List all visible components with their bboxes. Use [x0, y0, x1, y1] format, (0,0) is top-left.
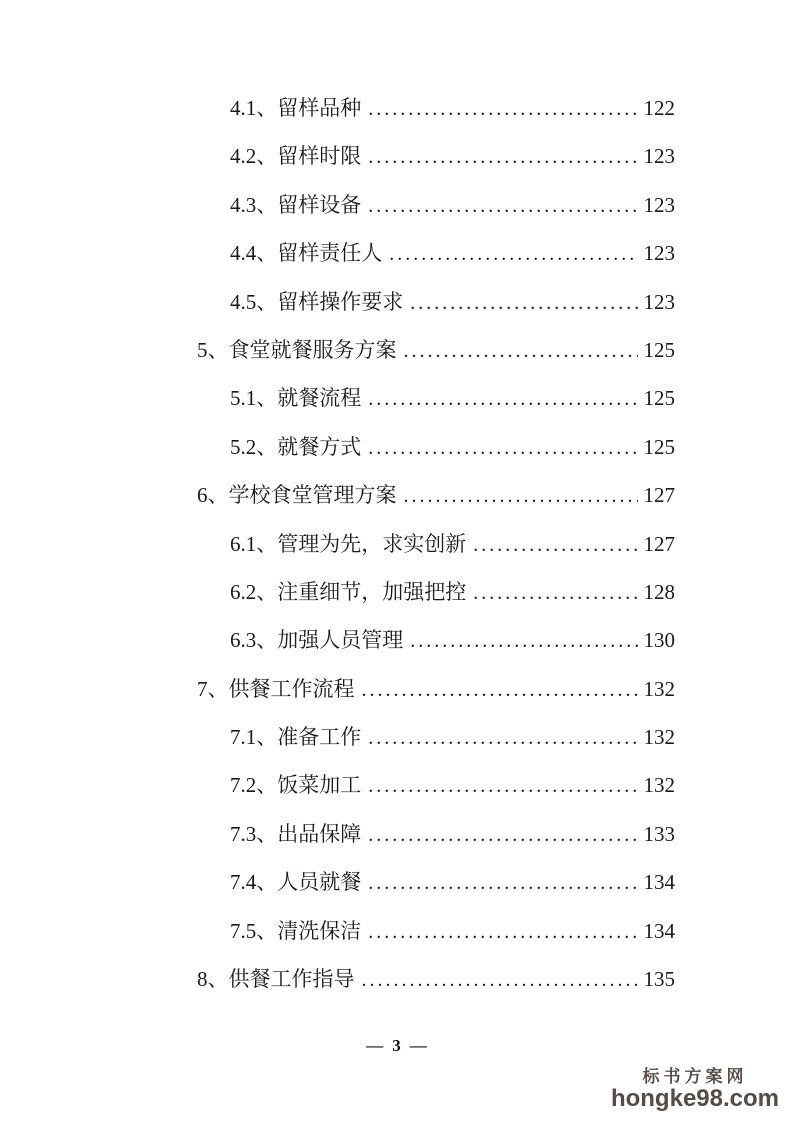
watermark-site-name: 标书方案网: [642, 1066, 748, 1086]
toc-entry-page: 134: [643, 870, 675, 895]
toc-entry-label: 4.1、留样品种: [230, 96, 362, 120]
dot-leader: [473, 533, 638, 556]
toc-entry: [197, 291, 675, 313]
toc-entry-label: 6.2、注重细节，加强把控: [230, 579, 467, 604]
toc-entry-label: 7.3、出品保障: [230, 821, 362, 846]
toc-entry-label: 4.4、留样责任人: [230, 241, 383, 266]
toc-entry: [197, 920, 675, 942]
toc-entry-label: 4.5、留样操作要求: [230, 289, 404, 314]
dot-leader: [410, 629, 638, 652]
toc-entry: [197, 145, 675, 167]
toc-entry-label: 5.1、就餐流程: [230, 386, 362, 411]
dot-leader: [362, 678, 639, 701]
table-of-contents: [197, 97, 675, 1016]
toc-entry-page: 127: [643, 483, 675, 508]
toc-entry-label: 4.2、留样时限: [230, 144, 362, 169]
dot-leader: [368, 436, 638, 459]
toc-entry-page: 135: [643, 967, 675, 992]
toc-entry-label: 4.3、留样设备: [230, 192, 362, 217]
toc-entry-page: 132: [643, 676, 675, 701]
toc-entry-page: 132: [643, 773, 675, 798]
toc-entry: [197, 678, 675, 700]
toc-entry-page: 127: [643, 531, 675, 556]
toc-entry-page: 125: [643, 386, 675, 411]
toc-entry: [197, 436, 675, 458]
toc-entry: [197, 97, 675, 119]
dot-leader: [410, 291, 638, 314]
dot-leader: [368, 97, 638, 120]
footer-dash-right: —: [409, 1036, 427, 1055]
toc-entry-page: 133: [643, 821, 675, 846]
dot-leader: [368, 871, 638, 894]
toc-entry-label: 7.5、清洗保洁: [230, 918, 362, 943]
toc-entry: [197, 242, 675, 264]
footer-dash-left: —: [366, 1036, 384, 1055]
toc-entry-page: 128: [643, 579, 675, 604]
dot-leader: [368, 823, 638, 846]
toc-entry-page: 122: [643, 96, 675, 120]
toc-entry-label: 8、供餐工作指导: [197, 967, 355, 992]
toc-entry: [197, 629, 675, 651]
toc-entry: [197, 823, 675, 845]
toc-entry-label: 7.1、准备工作: [230, 725, 362, 750]
toc-entry-page: 130: [643, 628, 675, 653]
toc-entry: [197, 484, 675, 506]
footer-page-number: 3: [392, 1036, 401, 1055]
toc-entry-label: 7.2、饭菜加工: [230, 773, 362, 798]
toc-entry-page: 123: [643, 241, 675, 266]
toc-entry-page: 125: [643, 434, 675, 459]
dot-leader: [368, 726, 638, 749]
dot-leader: [362, 968, 639, 991]
dot-leader: [404, 339, 639, 362]
dot-leader: [368, 194, 638, 217]
toc-entry-page: 134: [643, 918, 675, 943]
dot-leader: [368, 774, 638, 797]
toc-entry: [197, 581, 675, 603]
dot-leader: [368, 387, 638, 410]
toc-entry-label: 5.2、就餐方式: [230, 434, 362, 459]
toc-entry-label: 6.3、加强人员管理: [230, 628, 404, 653]
dot-leader: [404, 484, 639, 507]
toc-entry: [197, 194, 675, 216]
toc-entry: [197, 968, 675, 990]
toc-entry-page: 132: [643, 725, 675, 750]
toc-entry: [197, 533, 675, 555]
toc-entry: [197, 387, 675, 409]
toc-entry-label: 5、食堂就餐服务方案: [197, 337, 397, 362]
toc-entry-page: 123: [643, 192, 675, 217]
watermark: [611, 1068, 779, 1112]
page-footer: [0, 1036, 793, 1056]
toc-entry-label: 6.1、管理为先，求实创新: [230, 531, 467, 556]
toc-entry-page: 125: [643, 337, 675, 362]
toc-entry: [197, 339, 675, 361]
toc-entry-page: 123: [643, 289, 675, 314]
watermark-site-url: hongke98.com: [610, 1085, 779, 1113]
toc-entry-label: 7、供餐工作流程: [197, 676, 355, 701]
dot-leader: [473, 581, 638, 604]
toc-entry: [197, 774, 675, 796]
dot-leader: [368, 920, 638, 943]
toc-entry-label: 7.4、人员就餐: [230, 870, 362, 895]
dot-leader: [389, 242, 638, 265]
dot-leader: [368, 145, 638, 168]
toc-entry-page: 123: [643, 144, 675, 169]
toc-entry: [197, 871, 675, 893]
toc-entry-label: 6、学校食堂管理方案: [197, 483, 397, 508]
toc-entry: [197, 726, 675, 748]
